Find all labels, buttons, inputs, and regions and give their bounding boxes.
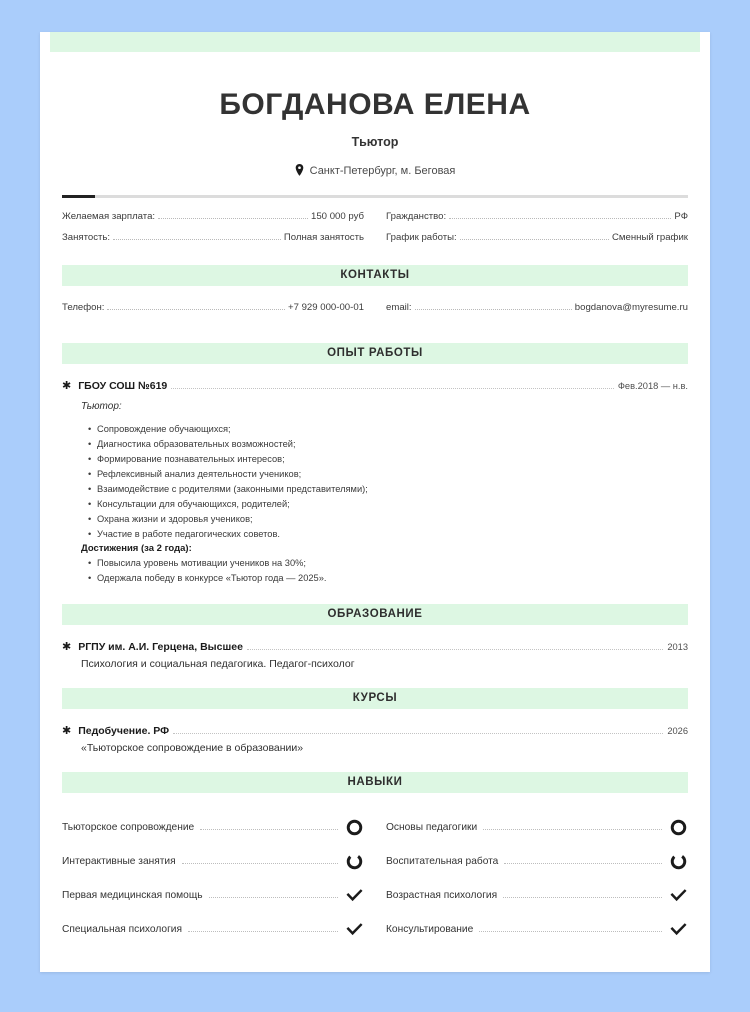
contact-value-phone[interactable]: +7 929 000-00-01 bbox=[287, 302, 364, 313]
skill-name: Консультирование bbox=[386, 923, 474, 935]
info-column-right bbox=[386, 211, 688, 253]
top-accent-band bbox=[50, 32, 700, 52]
education-details: Психология и социальная педагогика. Педагог-психолог bbox=[81, 658, 355, 671]
skill-name: Основы педагогики bbox=[386, 821, 478, 833]
check-icon bbox=[344, 919, 364, 939]
section-heading-skills: НАВЫКИ bbox=[62, 772, 688, 793]
leader-dots bbox=[158, 217, 308, 219]
circle-partial-icon bbox=[668, 851, 688, 871]
leader-dots bbox=[188, 930, 338, 932]
skills-list bbox=[62, 810, 688, 946]
info-row-citizenship bbox=[386, 211, 688, 222]
info-label: График работы: bbox=[386, 232, 457, 243]
contact-label: Телефон: bbox=[62, 302, 105, 313]
experience-organization: ГБОУ СОШ №619 bbox=[78, 380, 168, 392]
info-row-salary bbox=[62, 211, 364, 222]
leader-dots bbox=[209, 896, 338, 898]
skill-row bbox=[386, 844, 688, 878]
achievements-title: Достижения (за 2 года): bbox=[81, 543, 192, 555]
circle-partial-icon bbox=[344, 851, 364, 871]
job-title: Тьютор bbox=[351, 135, 399, 149]
location-line bbox=[62, 165, 688, 177]
skill-name: Возрастная психология bbox=[386, 889, 498, 901]
skill-row bbox=[386, 878, 688, 912]
section-heading-experience: ОПЫТ РАБОТЫ bbox=[62, 343, 688, 364]
leader-dots bbox=[173, 732, 663, 734]
info-column-left bbox=[62, 211, 364, 253]
list-item: • Формирование познавательных интересов; bbox=[88, 452, 688, 467]
leader-dots bbox=[503, 896, 662, 898]
leader-dots bbox=[460, 238, 609, 240]
asterisk-icon: ✱ bbox=[62, 380, 72, 392]
leader-dots bbox=[483, 828, 662, 830]
info-row-employment bbox=[62, 232, 364, 243]
list-item: • Рефлексивный анализ деятельности учеников; bbox=[88, 467, 688, 482]
list-item: • Участие в работе педагогических советов. bbox=[88, 527, 688, 542]
leader-dots bbox=[200, 828, 338, 830]
page-title: БОГДАНОВА ЕЛЕНА bbox=[219, 88, 531, 121]
education-entry-header bbox=[62, 641, 688, 653]
contact-row-email[interactable] bbox=[386, 302, 688, 313]
info-value: РФ bbox=[674, 211, 688, 222]
skill-name: Специальная психология bbox=[62, 923, 182, 935]
contacts-column-left bbox=[62, 302, 364, 323]
check-icon bbox=[668, 919, 688, 939]
skill-row bbox=[62, 878, 364, 912]
leader-dots bbox=[107, 308, 285, 310]
skills-column-right bbox=[386, 810, 688, 946]
education-entry bbox=[62, 641, 688, 670]
leader-dots bbox=[113, 238, 281, 240]
skill-name: Тьюторское сопровождение bbox=[62, 821, 195, 833]
leader-dots bbox=[415, 308, 572, 310]
list-item: • Одержала победу в конкурсе «Тьютор года — 2025». bbox=[88, 571, 688, 586]
skill-row bbox=[386, 810, 688, 844]
contacts-fields bbox=[62, 302, 688, 323]
resume-page bbox=[40, 32, 710, 972]
skill-row bbox=[62, 844, 364, 878]
contact-label: email: bbox=[386, 302, 412, 313]
contact-row-phone[interactable] bbox=[62, 302, 364, 313]
asterisk-icon: ✱ bbox=[62, 725, 72, 738]
skill-name: Интерактивные занятия bbox=[62, 855, 176, 867]
check-icon bbox=[668, 885, 688, 905]
contact-value-email[interactable]: bogdanova@myresume.ru bbox=[574, 302, 688, 313]
leader-dots bbox=[171, 387, 614, 389]
experience-entry bbox=[62, 380, 688, 586]
info-value: Сменный график bbox=[612, 232, 688, 243]
list-item: • Диагностика образовательных возможностей; bbox=[88, 437, 688, 452]
section-heading-education: ОБРАЗОВАНИЕ bbox=[62, 604, 688, 625]
leader-dots bbox=[449, 217, 671, 219]
info-value: 150 000 руб bbox=[311, 211, 364, 222]
course-date: 2026 bbox=[667, 726, 688, 737]
experience-role: Тьютор: bbox=[81, 401, 122, 412]
info-label: Желаемая зарплата: bbox=[62, 211, 156, 222]
skill-name: Воспитательная работа bbox=[386, 855, 499, 867]
skills-column-left bbox=[62, 810, 364, 946]
course-provider: Педобучение. РФ bbox=[78, 725, 170, 738]
course-entry bbox=[62, 725, 688, 754]
info-label: Гражданство: bbox=[386, 211, 447, 222]
section-heading-courses: КУРСЫ bbox=[62, 688, 688, 709]
list-item: • Консультации для обучающихся, родителей; bbox=[88, 497, 688, 512]
header-divider bbox=[62, 195, 688, 198]
skill-row bbox=[62, 912, 364, 946]
circle-full-icon bbox=[668, 817, 688, 837]
experience-date: Фев.2018 — н.в. bbox=[617, 381, 688, 391]
education-institution: РГПУ им. А.И. Герцена, Высшее bbox=[78, 641, 243, 654]
skill-row bbox=[62, 810, 364, 844]
info-label: Занятость: bbox=[62, 232, 111, 243]
experience-duties-list bbox=[62, 422, 688, 542]
list-item: • Повысила уровень мотивации учеников на 30%; bbox=[88, 556, 688, 571]
list-item: • Сопровождение обучающихся; bbox=[88, 422, 688, 437]
info-value: Полная занятость bbox=[283, 232, 364, 243]
education-date: 2013 bbox=[667, 642, 688, 653]
list-item: • Взаимодействие с родителями (законными представителями); bbox=[88, 482, 688, 497]
check-icon bbox=[344, 885, 364, 905]
leader-dots bbox=[247, 648, 663, 650]
course-entry-header bbox=[62, 725, 688, 737]
section-heading-contacts: КОНТАКТЫ bbox=[62, 265, 688, 286]
map-pin-icon bbox=[295, 164, 304, 176]
experience-achievements-list bbox=[62, 556, 688, 586]
leader-dots bbox=[182, 862, 338, 864]
asterisk-icon: ✱ bbox=[62, 641, 72, 654]
leader-dots bbox=[479, 930, 662, 932]
leader-dots bbox=[504, 862, 662, 864]
list-item: • Охрана жизни и здоровья учеников; bbox=[88, 512, 688, 527]
circle-full-icon bbox=[344, 817, 364, 837]
info-fields bbox=[62, 211, 688, 253]
skill-name: Первая медицинская помощь bbox=[62, 889, 203, 901]
experience-entry-header bbox=[62, 380, 688, 392]
info-row-schedule bbox=[386, 232, 688, 243]
contacts-column-right bbox=[386, 302, 688, 323]
course-details: «Тьюторское сопровождение в образовании» bbox=[81, 742, 304, 755]
location-text: Санкт-Петербург, м. Беговая bbox=[309, 165, 456, 177]
skill-row bbox=[386, 912, 688, 946]
